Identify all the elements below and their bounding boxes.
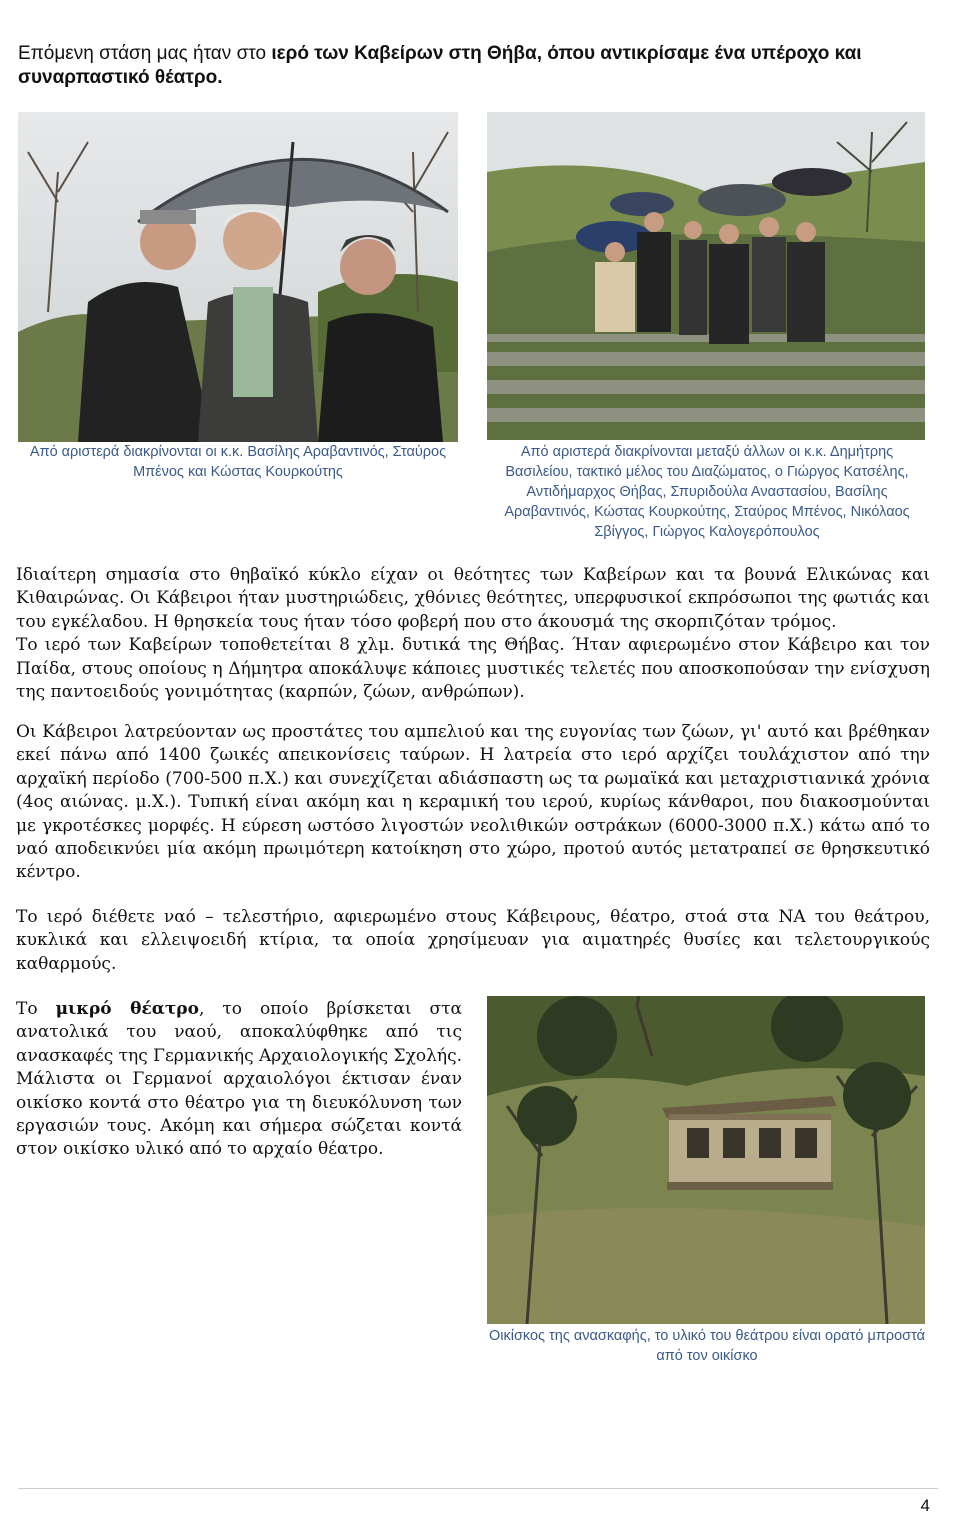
paragraph-kabeiroi-intro-a: Ιδιαίτερη σημασία στο θηβαϊκό κύκλο είχαν οι θεότητες των Καβείρων και τα βουνά Ελικώνας και Κιθαιρώνας. Οι Κάβειροι ήταν μυστηριώδεις, χθόνιες θεότητες, υπερφυσικοί εκπρόσωποι της φωτιάς και του εγκέλαδου. Η θρησκεία τους ήταν τόσο φοβερή που στο άκουσμά της σκορπιζόταν τρόμος.: [16, 565, 930, 632]
intro-text: [18, 42, 938, 90]
photo-excavation-house: [487, 996, 925, 1324]
p4-start: Το: [16, 999, 56, 1019]
footer-rule: [18, 1488, 938, 1489]
paragraph-kabeiroi-intro-b: Το ιερό των Καβείρων τοποθετείται 8 χλμ. δυτικά της Θήβας. Ήταν αφιερωμένο στον Κάβειρο και τον Παίδα, στους οποίους η Δήμητρα αποκάλυψε κάποιες μυστικές τελετές που αποσκοπούσαν την ενίσχυση της παντοειδούς γονιμότητας (καρπών, ζώων, ανθρώπων).: [16, 635, 930, 703]
p4-rest: , το οποίο βρίσκεται στα ανατολικά του ναού, αποκαλύφθηκε από τις ανασκαφές της Γερμανικής Αρχαιολογικής Σχολής. Μάλιστα οι Γερμανοί αρχαιολόγοι έκτισαν έναν οικίσκο κοντά στο θέατρο για τη διευκόλυνση των εργασιών τους. Ακόμη και σήμερα σώζεται κοντά στον οικίσκο υλικό από το αρχαίο θέατρο.: [16, 999, 463, 1160]
paragraph-sanctuary: Το ιερό διέθετε ναό – τελεστήριο, αφιερωμένο στους Κάβειρους, θέατρο, στοά στα ΝΑ του θεάτρου, κυκλικά και ελλειψοειδή κτίρια, τα οποία χρησίμευαν για αιματηρές θυσίες και τελετουργικούς καθαρμούς.: [16, 907, 930, 974]
intro-bold: ιερό των Καβείρων στη Θήβα, όπου αντικρίσαμε ένα υπέροχο και συναρπαστικό θέατρο.: [18, 43, 862, 88]
photo-three-men-umbrella: [18, 112, 458, 442]
p4-bold-term: μικρό θέατρο: [55, 999, 199, 1019]
paragraph-small-theatre: [16, 998, 462, 1162]
intro-plain: Επόμενη στάση μας ήταν στο: [18, 43, 272, 64]
paragraph-worship: Οι Κάβειροι λατρεύονταν ως προστάτες του αμπελιού και της ευγονίας των ζώων, γι' αυτό και βρέθηκαν εκεί πάνω από 1400 ζωικές απεικονίσεις ταύρων. Η λατρεία στο ιερό αρχίζει τουλάχιστον από την αρχαϊκή περίοδο (700-500 π.Χ.) και συνεχίζεται αδιάσπαστη ως τα ρωμαϊκά και μεταχριστιανικά χρόνια (4ος αιώνας. μ.Χ.). Τυπική είναι ακόμη και η κεραμική του ιερού, κυρίως κάνθαροι, που διακοσμούνται με γκροτέσκες μορφές. Η εύρεση ωστόσο λιγοστών νεολιθικών οστράκων (6000-3000 π.Χ.) κάτω από το ναό αποδεικνύει μία ακόμη πρωιμότερη κατοίκηση στο χώρο, προτού αυτός μετατραπεί σε θρησκευτικό κέντρο.: [16, 722, 930, 883]
caption-group: Από αριστερά διακρίνονται μεταξύ άλλων οι κ.κ. Δημήτρης Βασιλείου, τακτικό μέλος του Διαζώματος, ο Γιώργος Κατσέλης, Αντιδήμαρχος Θήβας, Σπυριδούλα Αναστασίου, Βασίλης Αραβαντινός, Κώστας Κουρκούτης, Σταύρος Μπένος, Νικόλαος Σβίγγος, Γιώργος Καλογερόπουλος: [504, 444, 910, 540]
caption-three-men: Από αριστερά διακρίνονται οι κ.κ. Βασίλης Αραβαντινός, Σταύρος Μπένος και Κώστας Κουρκούτης: [29, 444, 447, 480]
photo-group-theatre-steps: [487, 112, 925, 440]
caption-house: Οικίσκος της ανασκαφής, το υλικό του θεάτρου είναι ορατό μπροστά από τον οικίσκο: [488, 1328, 926, 1364]
paragraph-kabeiroi-intro: [16, 564, 930, 704]
page-number: 4: [920, 1496, 930, 1515]
